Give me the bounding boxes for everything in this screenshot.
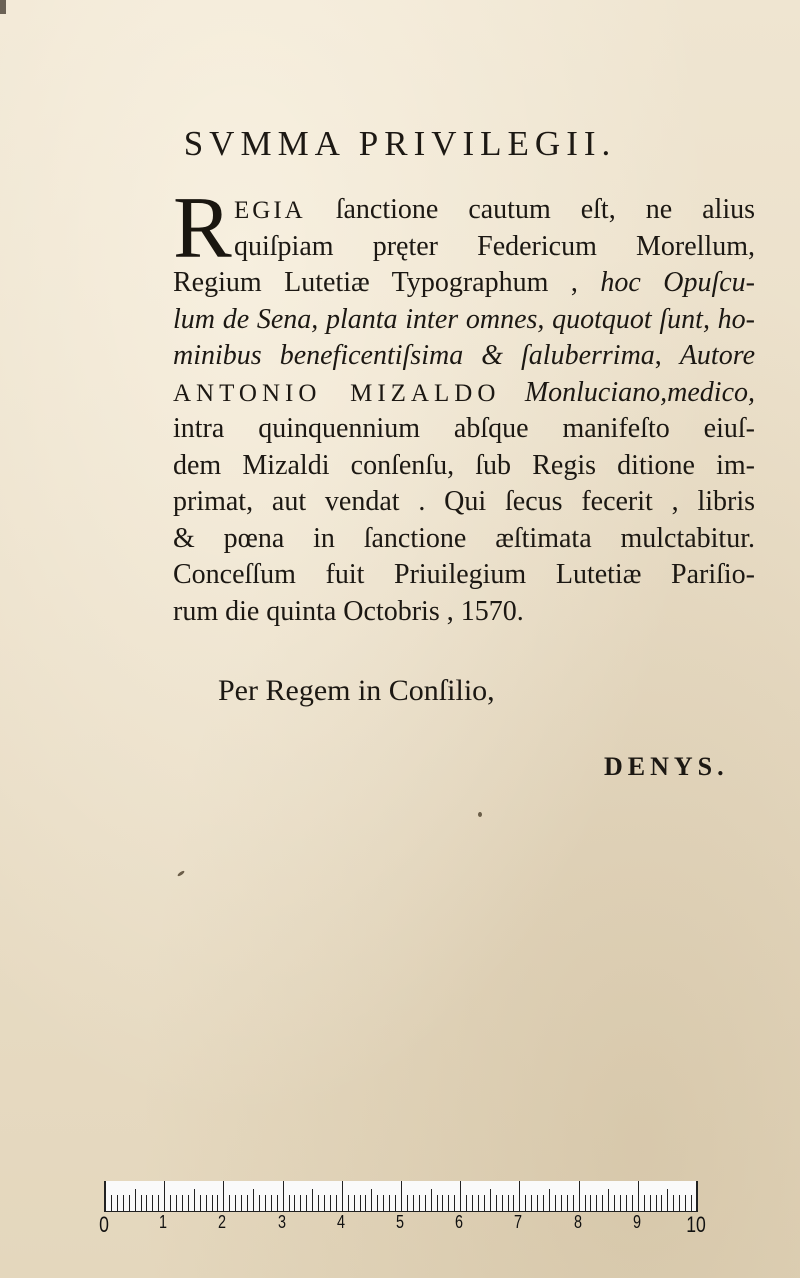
ruler-labels <box>0 1212 800 1242</box>
ruler-tick <box>632 1195 633 1211</box>
ruler-tick <box>300 1195 301 1211</box>
text-line <box>173 192 755 229</box>
text-line <box>173 521 755 558</box>
ruler-tick <box>614 1195 615 1211</box>
text-segment: lum de Sena, planta inter omnes, quotquot ſunt, ho- <box>173 303 755 335</box>
text-segment: Autore <box>679 340 755 371</box>
ruler-tick <box>590 1195 591 1211</box>
ruler-tick <box>342 1181 343 1211</box>
ruler-tick <box>348 1195 349 1211</box>
text-segment: Conceſſum fuit Priuilegium Lutetiæ Pariſio- <box>173 559 755 590</box>
ruler-tick <box>508 1195 509 1211</box>
ruler-tick <box>312 1189 313 1211</box>
ruler-tick <box>164 1181 165 1211</box>
ruler-tick <box>644 1195 645 1211</box>
ruler-tick <box>141 1195 142 1211</box>
text-line <box>173 484 755 521</box>
ruler-tick <box>573 1195 574 1211</box>
text-line <box>173 448 755 485</box>
ruler-tick <box>537 1195 538 1211</box>
ruler-tick <box>158 1195 159 1211</box>
text-segment: primat, aut vendat . Qui ſecus fecerit , libris <box>173 486 755 517</box>
ruler-tick <box>419 1195 420 1211</box>
ruler-tick <box>182 1195 183 1211</box>
text-segment: & pœna in ſanctione æſtimata mulctabitur. <box>173 522 755 554</box>
ruler-tick <box>265 1195 266 1211</box>
ruler-tick <box>383 1195 384 1211</box>
ruler-tick <box>490 1189 491 1211</box>
text-segment: dem Mizaldi conſenſu, ſub Regis ditione im- <box>173 449 755 481</box>
ruler-tick <box>596 1195 597 1211</box>
ruler-tick <box>176 1195 177 1211</box>
text-segment: ſanctione cautum eſt, ne alius <box>305 194 755 225</box>
ruler-tick <box>543 1195 544 1211</box>
ruler-tick <box>413 1195 414 1211</box>
ruler-label: 2 <box>218 1212 227 1232</box>
text-segment: hoc Opuſcu- <box>600 267 755 298</box>
ruler-tick <box>585 1195 586 1211</box>
ruler-tick <box>661 1195 662 1211</box>
text-segment: EGIA <box>234 197 306 224</box>
ruler-tick <box>401 1181 402 1211</box>
text-segment: quiſpiam pręter Federicum Morellum, <box>234 230 755 262</box>
ruler-label: 6 <box>455 1212 464 1232</box>
ruler-tick <box>253 1189 254 1211</box>
ruler-tick <box>212 1195 213 1211</box>
ruler-tick <box>206 1195 207 1211</box>
ruler-tick <box>105 1181 106 1211</box>
ruler-tick <box>579 1181 580 1211</box>
ruler-tick <box>667 1189 668 1211</box>
text-segment <box>500 377 524 408</box>
ruler-tick <box>442 1195 443 1211</box>
text-line <box>173 557 755 594</box>
ruler-label: 0 <box>99 1212 109 1237</box>
ruler-tick <box>318 1195 319 1211</box>
text-segment: , <box>654 340 680 371</box>
privilege-text <box>173 180 755 630</box>
ruler-tick <box>679 1195 680 1211</box>
text-segment: ANTONIO MIZALDO <box>173 379 501 407</box>
ruler-tick <box>691 1195 692 1211</box>
ruler-tick <box>111 1195 112 1211</box>
ruler-tick <box>360 1195 361 1211</box>
ruler-tick <box>425 1195 426 1211</box>
ruler-tick <box>513 1195 514 1211</box>
ruler-tick <box>608 1189 609 1211</box>
ruler-tick <box>472 1195 473 1211</box>
ruler-tick <box>555 1195 556 1211</box>
ruler-tick <box>626 1195 627 1211</box>
ruler-tick <box>235 1195 236 1211</box>
ruler-tick <box>531 1195 532 1211</box>
ruler-tick <box>407 1195 408 1211</box>
ruler-tick <box>496 1195 497 1211</box>
text-line <box>173 229 755 266</box>
drop-cap: R <box>173 180 232 277</box>
ruler-label: 10 <box>686 1212 706 1237</box>
ruler-tick <box>638 1181 639 1211</box>
scale-ruler <box>104 1181 698 1212</box>
ruler-tick <box>602 1195 603 1211</box>
ruler-tick <box>484 1195 485 1211</box>
ruler-tick <box>549 1189 550 1211</box>
text-line <box>173 302 755 339</box>
text-segment: minibus beneficentiſsima & ſaluberrima <box>173 340 655 371</box>
signer-name: DENYS. <box>604 752 729 781</box>
text-line <box>173 594 755 631</box>
ruler-tick <box>223 1181 224 1211</box>
ruler-tick <box>460 1181 461 1211</box>
ruler-tick <box>336 1195 337 1211</box>
ruler-tick <box>371 1189 372 1211</box>
ruler-tick <box>129 1195 130 1211</box>
page-edge-mark <box>0 0 6 14</box>
ruler-tick <box>389 1195 390 1211</box>
text-line <box>173 265 755 302</box>
ruler-tick <box>454 1195 455 1211</box>
ruler-tick <box>277 1195 278 1211</box>
ruler-tick <box>673 1195 674 1211</box>
text-segment: Monluciano,medico, <box>524 376 755 408</box>
ruler-tick <box>152 1195 153 1211</box>
ruler-tick <box>283 1181 284 1211</box>
ruler-tick <box>502 1195 503 1211</box>
ruler-label: 8 <box>573 1212 582 1232</box>
page-title: SVMMA PRIVILEGII. <box>183 124 617 163</box>
ruler-tick <box>324 1195 325 1211</box>
ruler-tick <box>170 1195 171 1211</box>
ruler-tick <box>241 1195 242 1211</box>
ruler-tick <box>685 1195 686 1211</box>
ruler-label: 9 <box>632 1212 641 1232</box>
ruler-tick <box>365 1195 366 1211</box>
ruler-tick <box>217 1195 218 1211</box>
text-segment: intra quinquennium abſque manifeſto eiuſ- <box>173 413 755 444</box>
ruler-tick <box>561 1195 562 1211</box>
ruler-tick <box>656 1195 657 1211</box>
ruler-tick <box>135 1189 136 1211</box>
ruler-tick <box>466 1195 467 1211</box>
text-line <box>173 411 755 448</box>
ruler-label: 5 <box>395 1212 405 1232</box>
ruler-tick <box>194 1189 195 1211</box>
ruler-tick <box>431 1189 432 1211</box>
ruler-tick <box>567 1195 568 1211</box>
ruler-tick <box>271 1195 272 1211</box>
ruler-tick <box>123 1195 124 1211</box>
ruler-tick <box>259 1195 260 1211</box>
signature-line: Per Regem in Conſilio, <box>218 674 495 707</box>
text-segment: Regium Lutetiæ Typographum , <box>173 267 601 298</box>
ruler-tick <box>117 1195 118 1211</box>
ruler-tick <box>354 1195 355 1211</box>
text-line <box>173 375 755 412</box>
ruler-tick <box>478 1195 479 1211</box>
ruler-tick <box>229 1195 230 1211</box>
ink-speck <box>177 870 185 877</box>
ruler-tick <box>696 1181 697 1211</box>
ruler-tick <box>247 1195 248 1211</box>
ruler-tick <box>395 1195 396 1211</box>
ruler-tick <box>289 1195 290 1211</box>
ruler-tick <box>377 1195 378 1211</box>
ruler-label: 4 <box>336 1212 345 1232</box>
ruler-tick <box>525 1195 526 1211</box>
ruler-tick <box>650 1195 651 1211</box>
ruler-label: 3 <box>277 1212 286 1232</box>
ruler-tick <box>620 1195 621 1211</box>
ruler-tick <box>519 1181 520 1211</box>
ruler-tick <box>188 1195 189 1211</box>
ruler-label: 1 <box>159 1212 168 1232</box>
ink-speck <box>478 812 482 817</box>
ruler-tick <box>448 1195 449 1211</box>
text-segment: rum die quinta Octobris , 1570. <box>173 595 524 627</box>
ruler-tick <box>294 1195 295 1211</box>
ruler-label: 7 <box>514 1212 523 1232</box>
ruler-tick <box>330 1195 331 1211</box>
text-line <box>173 338 755 375</box>
ruler-tick <box>146 1195 147 1211</box>
ruler-tick <box>200 1195 201 1211</box>
ruler-tick <box>437 1195 438 1211</box>
ruler-tick <box>306 1195 307 1211</box>
